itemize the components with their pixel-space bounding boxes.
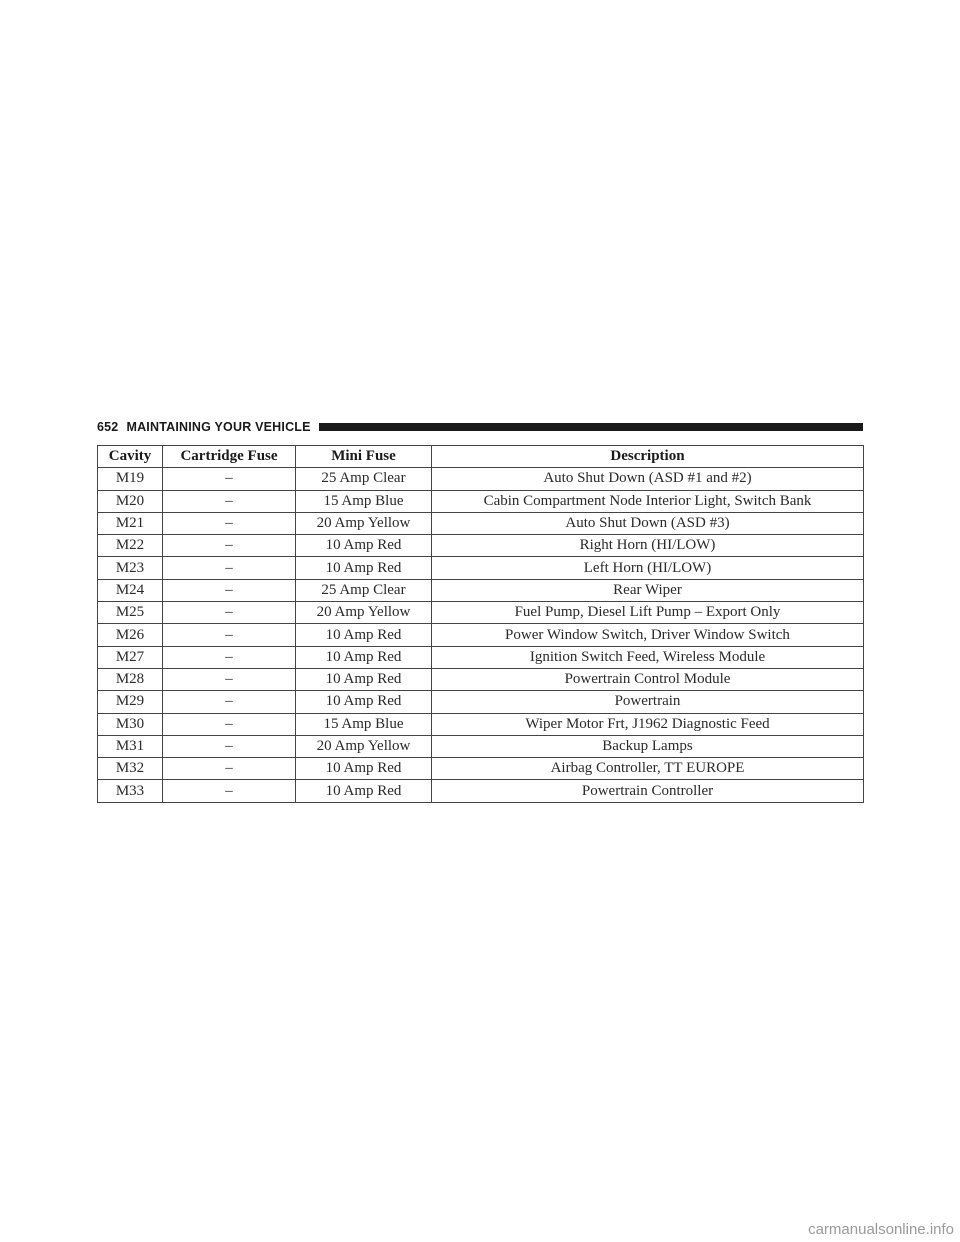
description-cell: Auto Shut Down (ASD #1 and #2) [432,468,864,490]
description-cell: Airbag Controller, TT EUROPE [432,758,864,780]
table-row [98,713,864,735]
description-cell: Cabin Compartment Node Interior Light, Switch Bank [432,490,864,512]
cartridge-fuse-cell: – [163,624,296,646]
table-header-row [98,446,864,468]
cartridge-fuse-cell: – [163,602,296,624]
table-body [98,468,864,802]
description-cell: Backup Lamps [432,735,864,757]
cartridge-fuse-cell: – [163,668,296,690]
cavity-cell: M33 [98,780,163,802]
description-cell: Rear Wiper [432,579,864,601]
cartridge-fuse-cell: – [163,579,296,601]
description-cell: Right Horn (HI/LOW) [432,535,864,557]
cavity-cell: M28 [98,668,163,690]
page-number: 652 [97,420,119,434]
table-row [98,646,864,668]
description-cell: Auto Shut Down (ASD #3) [432,512,864,534]
watermark: carmanualsonline.info [808,1221,954,1238]
table-row [98,468,864,490]
header-rule [319,423,863,431]
cartridge-fuse-cell: – [163,780,296,802]
mini-fuse-cell: 25 Amp Clear [296,579,432,601]
table-row [98,579,864,601]
cartridge-fuse-cell: – [163,535,296,557]
cavity-cell: M30 [98,713,163,735]
cavity-cell: M23 [98,557,163,579]
table-row [98,557,864,579]
column-header-cavity: Cavity [98,446,163,468]
cavity-cell: M21 [98,512,163,534]
table-row [98,780,864,802]
cartridge-fuse-cell: – [163,691,296,713]
description-cell: Left Horn (HI/LOW) [432,557,864,579]
cartridge-fuse-cell: – [163,490,296,512]
cavity-cell: M27 [98,646,163,668]
column-header-description: Description [432,446,864,468]
column-header-mini-fuse: Mini Fuse [296,446,432,468]
description-cell: Ignition Switch Feed, Wireless Module [432,646,864,668]
mini-fuse-cell: 20 Amp Yellow [296,735,432,757]
mini-fuse-cell: 25 Amp Clear [296,468,432,490]
table-row [98,535,864,557]
cavity-cell: M29 [98,691,163,713]
cavity-cell: M25 [98,602,163,624]
mini-fuse-cell: 10 Amp Red [296,557,432,579]
cavity-cell: M26 [98,624,163,646]
mini-fuse-cell: 10 Amp Red [296,780,432,802]
fuse-table [97,445,864,803]
section-title: MAINTAINING YOUR VEHICLE [126,420,311,434]
table-row [98,735,864,757]
mini-fuse-cell: 10 Amp Red [296,535,432,557]
mini-fuse-cell: 15 Amp Blue [296,490,432,512]
mini-fuse-cell: 10 Amp Red [296,668,432,690]
description-cell: Power Window Switch, Driver Window Switch [432,624,864,646]
table-row [98,490,864,512]
table-row [98,602,864,624]
table-row [98,512,864,534]
cartridge-fuse-cell: – [163,512,296,534]
cartridge-fuse-cell: – [163,557,296,579]
table-row [98,691,864,713]
cavity-cell: M31 [98,735,163,757]
description-cell: Fuel Pump, Diesel Lift Pump – Export Only [432,602,864,624]
cartridge-fuse-cell: – [163,758,296,780]
cartridge-fuse-cell: – [163,735,296,757]
cartridge-fuse-cell: – [163,468,296,490]
table-row [98,758,864,780]
mini-fuse-cell: 20 Amp Yellow [296,602,432,624]
page-header [97,419,863,435]
mini-fuse-cell: 15 Amp Blue [296,713,432,735]
table-row [98,668,864,690]
table-row [98,624,864,646]
cavity-cell: M24 [98,579,163,601]
mini-fuse-cell: 10 Amp Red [296,624,432,646]
cavity-cell: M20 [98,490,163,512]
description-cell: Wiper Motor Frt, J1962 Diagnostic Feed [432,713,864,735]
description-cell: Powertrain Controller [432,780,864,802]
column-header-cartridge-fuse: Cartridge Fuse [163,446,296,468]
cartridge-fuse-cell: – [163,713,296,735]
description-cell: Powertrain [432,691,864,713]
cartridge-fuse-cell: – [163,646,296,668]
cavity-cell: M22 [98,535,163,557]
mini-fuse-cell: 10 Amp Red [296,758,432,780]
mini-fuse-cell: 10 Amp Red [296,691,432,713]
description-cell: Powertrain Control Module [432,668,864,690]
mini-fuse-cell: 10 Amp Red [296,646,432,668]
cavity-cell: M19 [98,468,163,490]
mini-fuse-cell: 20 Amp Yellow [296,512,432,534]
cavity-cell: M32 [98,758,163,780]
